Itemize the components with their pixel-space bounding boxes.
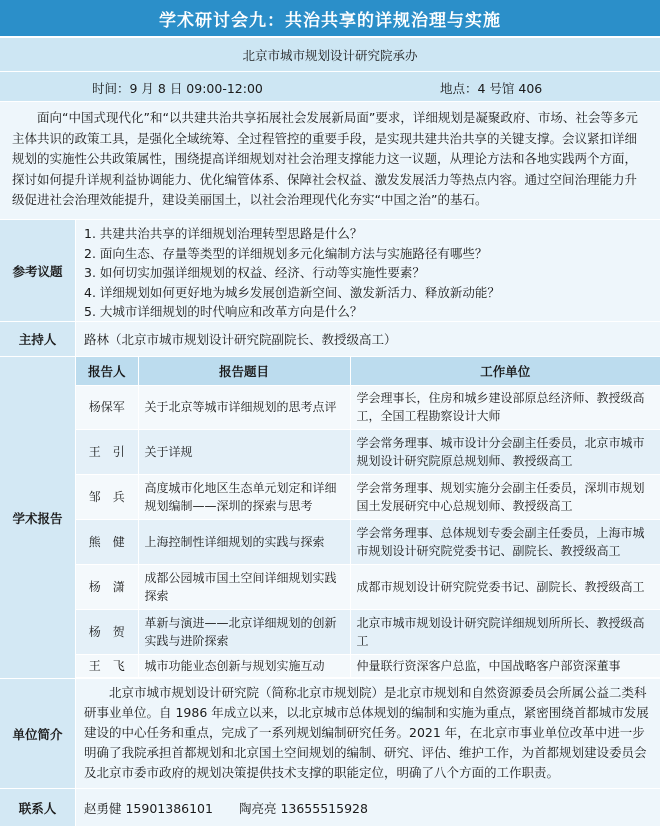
speaker-unit: 仲量联行资深客户总监，中国战略客户部资深董事 — [350, 654, 660, 677]
speaker-unit: 北京市城市规划设计研究院详细规划所所长、教授级高工 — [350, 610, 660, 655]
speaker-unit: 成都市规划设计研究院党委书记、副院长、教授级高工 — [350, 565, 660, 610]
host-section — [0, 322, 660, 357]
session-introduction: 面向“中国式现代化”和“以共建共治共享拓展社会发展新局面”要求，详细规划是凝聚政府、市场、社会等多元主体共识的政策工具，是强化全域统筹、全过程管控的重要手段，是实现共建共治共享的关键支撑。会议紧扣详细规划的实施性公共政策属性，围绕提高详细规划对社会治理支撑能力这一议题，从理论方法和各地实践两个方面，探讨如何提升详规利益协调能力、优化编管体系、保障社会权益、激发发展活力等热点内容。通过空间治理能力升级促进社会治理效能提升，建设美丽国土，以社会治理现代化夯实“中国之治”的基石。 — [0, 102, 660, 220]
contact-person-2: 陶亮亮 13655515928 — [238, 800, 368, 816]
table-row — [76, 520, 660, 565]
topics-label: 参考议题 — [0, 220, 76, 321]
speaker-name: 杨 潇 — [76, 565, 138, 610]
speaker-unit: 学会常务理事、总体规划专委会副主任委员，上海市城市规划设计研究院党委书记、副院长、教授级高工 — [350, 520, 660, 565]
header-unit: 工作单位 — [350, 357, 660, 385]
table-row — [76, 475, 660, 520]
topic-item: 5. 大城市详细规划的时代响应和改革方向是什么？ — [84, 304, 363, 319]
speaker-name: 王 飞 — [76, 654, 138, 677]
topics-list — [76, 220, 660, 321]
speaker-unit: 学会常务理事、规划实施分会副主任委员，深圳市规划国土发展研究中心总规划师、教授级高工 — [350, 475, 660, 520]
speaker-name: 邹 兵 — [76, 475, 138, 520]
host-label: 主持人 — [0, 322, 76, 356]
reports-section — [0, 357, 660, 679]
reports-table-wrap — [76, 357, 660, 678]
reports-label: 学术报告 — [0, 357, 76, 678]
topic-item: 2. 面向生态、存量等类型的详细规划多元化编制方法与实施路径有哪些？ — [84, 245, 488, 261]
report-topic: 高度城市化地区生态单元划定和详细规划编制——深圳的探索与思考 — [138, 475, 350, 520]
header-topic: 报告题目 — [138, 357, 350, 385]
report-topic: 关于北京等城市详细规划的思考点评 — [138, 385, 350, 430]
speaker-name: 杨保军 — [76, 385, 138, 430]
speaker-unit: 学会理事长，住房和城乡建设部原总经济师、教授级高工，全国工程勘察设计大师 — [350, 385, 660, 430]
unit-intro-label: 单位简介 — [0, 679, 76, 788]
time-place-bar — [0, 72, 660, 102]
organizer-line: 北京市城市规划设计研究院承办 — [0, 38, 660, 72]
speaker-name: 杨 贺 — [76, 610, 138, 655]
session-time: 时间：9 月 8 日 09:00-12:00 — [92, 81, 263, 96]
topic-item: 1. 共建共治共享的详细规划治理转型思路是什么？ — [84, 226, 363, 241]
table-row — [76, 610, 660, 655]
table-row — [76, 654, 660, 677]
table-row — [76, 430, 660, 475]
table-header-row — [76, 357, 660, 385]
contact-label: 联系人 — [0, 789, 76, 826]
contact-section — [0, 789, 660, 826]
speaker-name: 熊 健 — [76, 520, 138, 565]
table-row — [76, 385, 660, 430]
topics-section — [0, 220, 660, 322]
report-topic: 关于详规 — [138, 430, 350, 475]
report-topic: 革新与演进——北京详细规划的创新实践与进阶探索 — [138, 610, 350, 655]
topic-item: 3. 如何切实加强详细规划的权益、经济、行动等实施性要素？ — [84, 265, 425, 280]
session-place: 地点：4 号馆 406 — [440, 81, 543, 96]
reports-table — [76, 357, 660, 678]
contact-person-1: 赵勇健 15901386101 — [84, 800, 213, 816]
table-row — [76, 565, 660, 610]
session-title: 学术研讨会九：共治共享的详规治理与实施 — [0, 0, 660, 38]
speaker-unit: 学会常务理事、城市设计分会副主任委员，北京市城市规划设计研究院原总规划师、教授级高工 — [350, 430, 660, 475]
unit-intro-text: 北京市城市规划设计研究院（简称北京市规划院）是北京市规划和自然资源委员会所属公益二类科研事业单位。自 1986 年成立以来，以北京城市总体规划的编制和实施为重点，紧密围绕首都城市发展建设的中心任务和重点，完成了一系列规划编制研究任务。2021 年，在北京市事业单位改革中进一步明确了我院承担首都规划和北京国土空间规划的编制、研究、评估、维护工作，为首都规划建设委员会及北京市委市政府的规划决策提供技术支撑的职能定位，明确了八个方面的工作职责。 — [76, 679, 660, 788]
host-value: 路林（北京市城市规划设计研究院副院长、教授级高工） — [76, 322, 660, 356]
report-topic: 上海控制性详细规划的实践与探索 — [138, 520, 350, 565]
report-topic: 成都公园城市国土空间详细规划实践探索 — [138, 565, 350, 610]
report-topic: 城市功能业态创新与规划实施互动 — [138, 654, 350, 677]
speaker-name: 王 引 — [76, 430, 138, 475]
header-speaker: 报告人 — [76, 357, 138, 385]
topic-item: 4. 详细规划如何更好地为城乡发展创造新空间、激发新活力、释放新动能？ — [84, 284, 500, 300]
contact-values — [76, 789, 660, 826]
unit-intro-section — [0, 679, 660, 789]
